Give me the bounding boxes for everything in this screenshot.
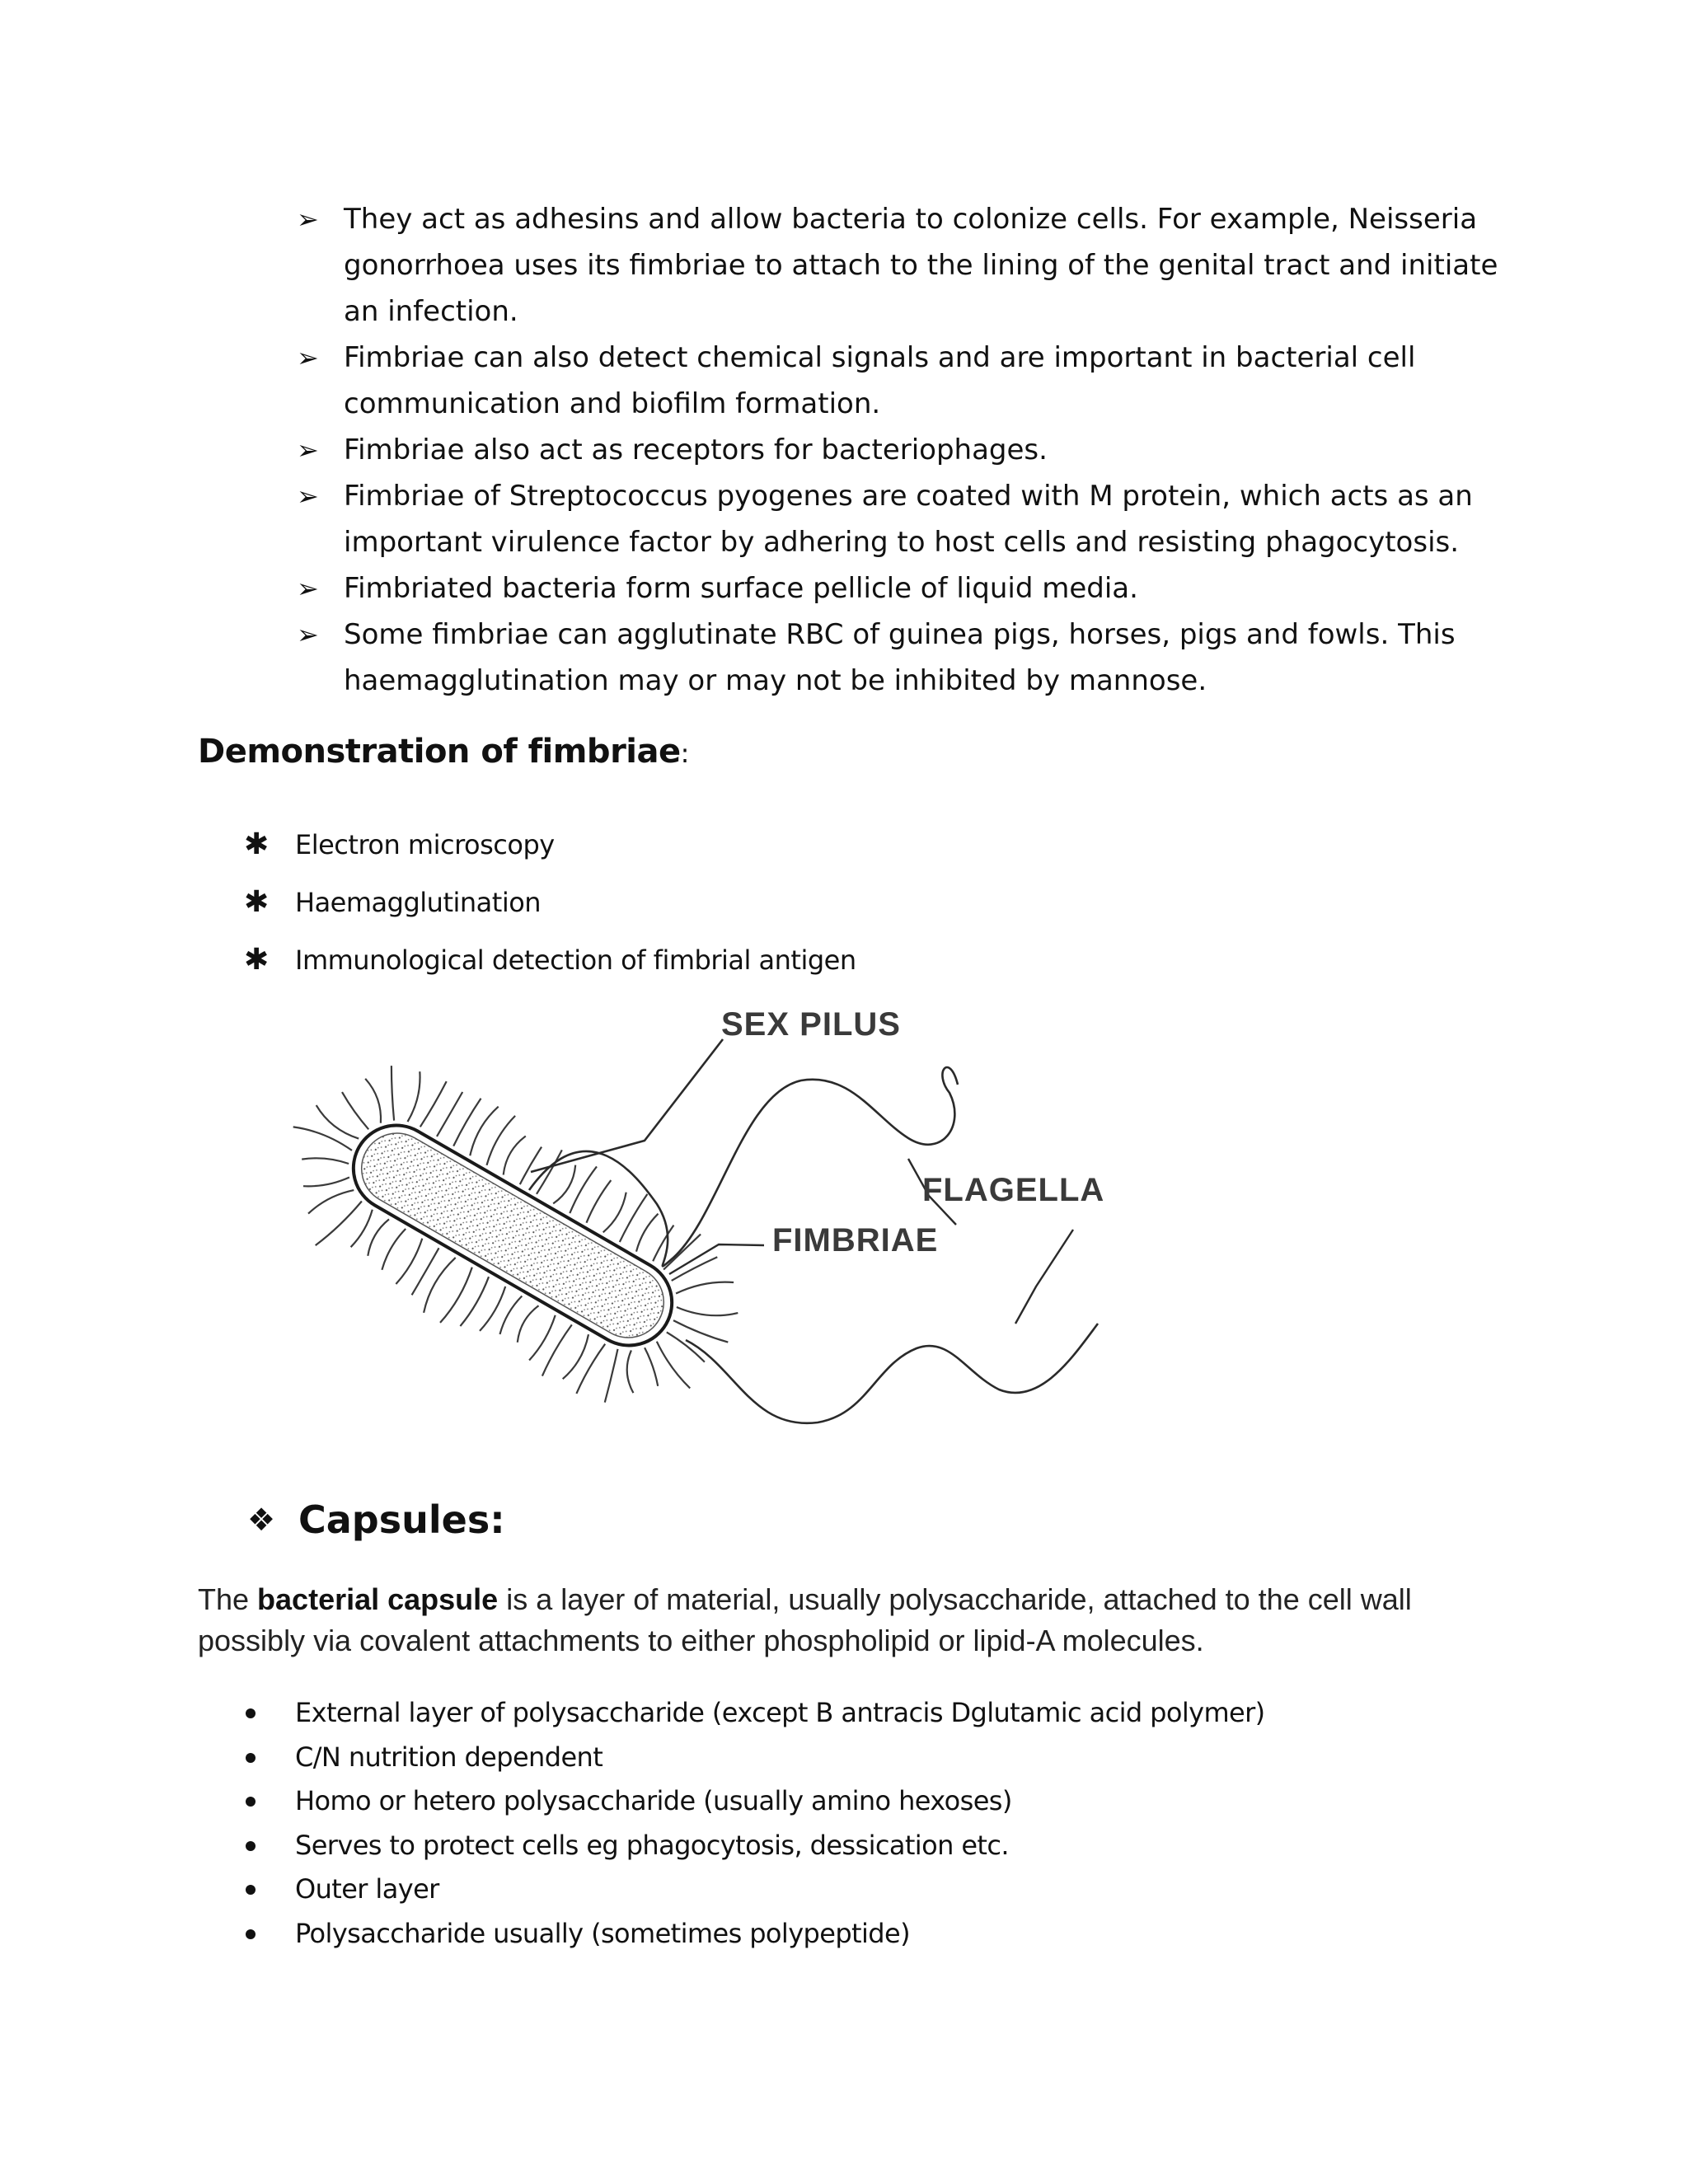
bacterium-diagram-svg [224, 1002, 1296, 1464]
list-item-text: They act as adhesins and allow bacteria to colonize cells. For example, Neisseria gonorrhoea uses its fimbriae to attach to the lining of the genital tract and initiate an infection. [344, 203, 1498, 328]
list-item-text: Polysaccharide usually (sometimes polypeptide) [295, 1917, 910, 1949]
list-item [244, 1691, 1265, 1736]
asterisk-bullet-icon: ✱ [244, 885, 269, 919]
dot-bullet-icon [246, 1841, 256, 1851]
fimbria-hair [605, 1349, 618, 1403]
fimbria-hair [440, 1268, 472, 1323]
capsules-heading-text: Capsules: [298, 1497, 505, 1542]
list-item [244, 1912, 1265, 1957]
sex-pilus [531, 1039, 723, 1172]
list-item-text: Immunological detection of fimbrial antigen [295, 944, 856, 976]
list-item [244, 1736, 1265, 1780]
fimbriae-leader-line [669, 1244, 764, 1274]
list-item-text: Homo or hetero polysaccharide (usually amino hexoses) [295, 1785, 1012, 1816]
fimbria-hair [627, 1350, 634, 1393]
list-item [297, 427, 1517, 473]
list-item-text: Fimbriae of Streptococcus pyogenes are coated with M protein, which acts as an important virulence factor by adhering to host cells and resisting phagocytosis. [344, 480, 1473, 559]
dot-bullet-icon [246, 1885, 256, 1895]
bacterium-diagram [224, 1002, 1296, 1464]
fimbria-hair [302, 1158, 349, 1164]
list-item-text: Fimbriae also act as receptors for bacteriophages. [344, 434, 1048, 466]
fimbria-hair [636, 1214, 659, 1252]
fimbria-hair [308, 1190, 354, 1214]
fimbria-hair [663, 1235, 701, 1270]
fimbriae-label: FIMBRIAE [772, 1222, 939, 1258]
four-diamond-bullet-icon: ❖ [247, 1502, 276, 1538]
list-item-text: Serves to protect cells eg phagocytosis, dessication etc. [295, 1829, 1009, 1861]
para-prefix: The [198, 1582, 258, 1616]
fimbria-hair [518, 1305, 539, 1343]
list-item-text: Outer layer [295, 1873, 439, 1905]
fimbria-hair [504, 1137, 526, 1175]
fimbria-hair [500, 1296, 523, 1334]
arrow-bullet-icon: ➢ [297, 573, 319, 604]
flagella-label: FLAGELLA [922, 1172, 1105, 1208]
fimbria-hair [382, 1229, 406, 1270]
flagellum-lower [686, 1324, 1098, 1423]
capsule-properties-list [244, 1691, 1265, 1956]
fimbria-hair [351, 1210, 373, 1248]
list-item [244, 816, 856, 874]
fimbria-hair [396, 1239, 422, 1284]
fimbria-hair [587, 1180, 612, 1223]
fimbria-hair [487, 1116, 516, 1165]
fimbria-hair [537, 1150, 562, 1193]
flagella-leader-line-lower [1015, 1230, 1073, 1324]
list-item [244, 1779, 1265, 1824]
arrow-bullet-icon: ➢ [297, 619, 319, 650]
fimbriae-functions-list [297, 196, 1517, 704]
asterisk-bullet-icon: ✱ [244, 943, 269, 977]
fimbria-hair [677, 1307, 738, 1315]
fimbria-hair [542, 1324, 572, 1376]
fimbria-hair [420, 1081, 447, 1127]
arrow-bullet-icon: ➢ [297, 434, 319, 466]
list-item-text: C/N nutrition dependent [295, 1741, 603, 1773]
list-item [244, 874, 856, 931]
list-item-text: Fimbriated bacteria form surface pellicle of liquid media. [344, 572, 1138, 605]
capsule-definition-paragraph [198, 1579, 1517, 1661]
list-item [297, 612, 1517, 704]
dot-bullet-icon [246, 1753, 256, 1763]
list-item [244, 1824, 1265, 1868]
arrow-bullet-icon: ➢ [297, 480, 319, 512]
list-item [244, 931, 856, 989]
fimbria-hair [470, 1107, 498, 1156]
fimbria-hair [676, 1282, 734, 1294]
fimbria-hair [673, 1320, 728, 1343]
list-item-text: Electron microscopy [295, 829, 555, 860]
fimbria-hair [576, 1344, 605, 1394]
fimbria-hair [437, 1092, 462, 1137]
capsules-heading [247, 1495, 505, 1544]
demonstration-heading-text: Demonstration of fimbriae [198, 733, 681, 771]
fimbria-hair [408, 1071, 420, 1122]
fimbria-hair [563, 1334, 588, 1379]
fimbria-hair [653, 1226, 673, 1262]
list-item [297, 565, 1517, 612]
list-item [244, 1868, 1265, 1912]
asterisk-bullet-icon: ✱ [244, 827, 269, 861]
fimbria-hair [603, 1193, 626, 1233]
fimbria-hair [293, 1127, 352, 1151]
arrow-bullet-icon: ➢ [297, 342, 319, 373]
fimbria-hair [529, 1315, 556, 1361]
fimbria-hair [645, 1347, 658, 1386]
para-bold-term: bacterial capsule [257, 1582, 499, 1616]
fimbria-hair [480, 1286, 505, 1331]
fimbria-hair [453, 1099, 481, 1146]
para-rest: is a layer of material, usually polysaccharide, attached to the cell wall possibly via covalent attachments to either phospholipid or lipid-A molecules. [198, 1582, 1412, 1657]
demonstration-heading [198, 729, 689, 776]
dot-bullet-icon [246, 1929, 256, 1939]
dot-bullet-icon [246, 1708, 256, 1718]
fimbria-hair [553, 1165, 575, 1204]
demonstration-list [244, 816, 856, 989]
fimbria-hair [657, 1342, 690, 1389]
list-item-text: Some fimbriae can agglutinate RBC of guinea pigs, horses, pigs and fowls. This haemagglutination may or may not be inhibited by mannose. [344, 618, 1456, 697]
list-item-text: Fimbriae can also detect chemical signals and are important in bacterial cell communication and biofilm formation. [344, 341, 1416, 420]
fimbria-hair [303, 1178, 349, 1187]
list-item-text: Haemagglutination [295, 887, 542, 918]
list-item [297, 473, 1517, 565]
list-item [297, 196, 1517, 335]
arrow-bullet-icon: ➢ [297, 204, 319, 235]
fimbria-hair [365, 1079, 381, 1123]
heading-colon: : [680, 738, 689, 769]
sex-pilus-label: SEX PILUS [721, 1006, 901, 1043]
list-item-text: External layer of polysaccharide (except B antracis Dglutamic acid polymer) [295, 1697, 1265, 1728]
fimbria-hair [316, 1202, 362, 1246]
fimbria-hair [342, 1092, 368, 1129]
fimbria-hair [392, 1066, 394, 1121]
cell-body [338, 1109, 687, 1361]
list-item [297, 335, 1517, 427]
dot-bullet-icon [246, 1797, 256, 1807]
fimbria-hair [368, 1219, 389, 1255]
